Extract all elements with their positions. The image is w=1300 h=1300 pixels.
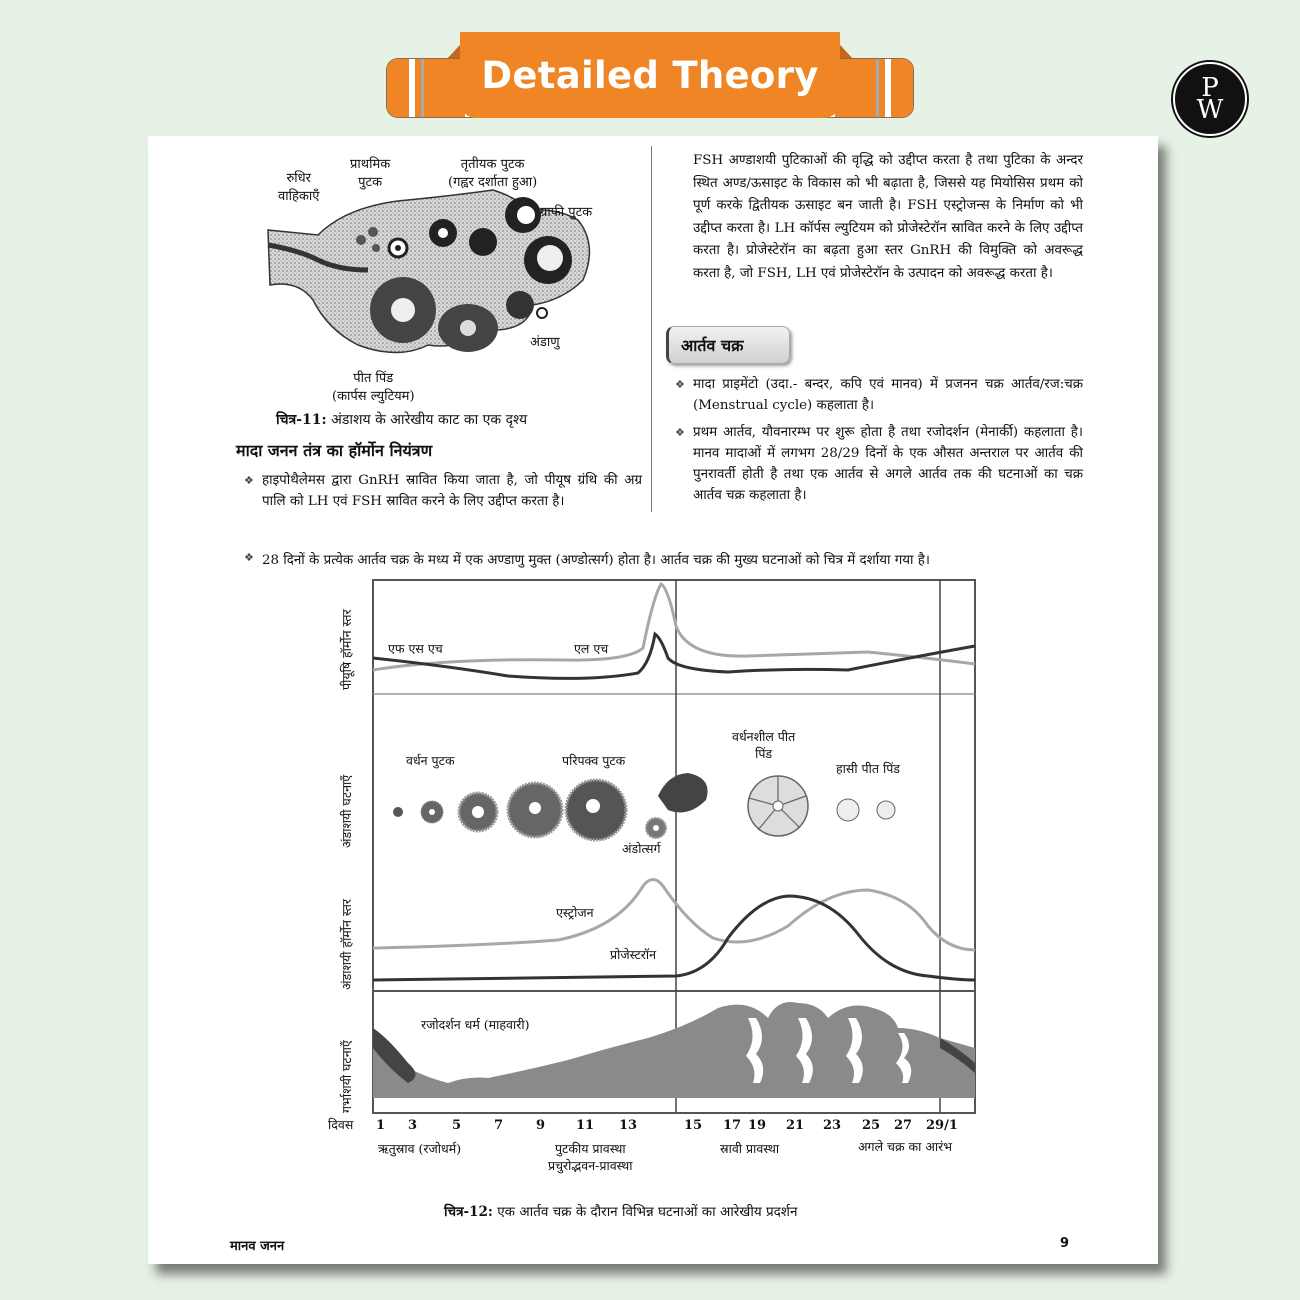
figure-11-caption: चित्र-11: अंडाशय के आरेखीय काट का एक दृश्य [276, 412, 528, 428]
curve-label-progesterone: प्रोजेस्टरॉन [610, 947, 657, 962]
row-label-uterine-events: गर्भाशयी घटनाएँ [339, 1040, 354, 1113]
bullet-ovulation-midcycle: ❖ 28 दिनों के प्रत्येक आर्तव चक्र के मध्य में एक अण्डाणु मुक्त (अण्डोत्सर्ग) होता है। आर्तव चक्र की मुख्य घटनाओं को चित्र में दर्शाया गया है। [244, 551, 930, 568]
label-graafian-follicle: ग्राफी पुटक [540, 205, 593, 220]
curve-label-lh: एल एच [574, 641, 609, 656]
bullet-menarche: ❖ प्रथम आर्तव, यौवनारम्भ पर शुरू होता है तथा रजोदर्शन (मेनार्की) कहलाता है। मानव मादाओं में लगभग 28/29 दिनों के एक औसत अन्तराल पर आर्तव की पुनरावर्ती होती है तथा एक आर्तव से अगले आर्तव तक की घटनाओं का चक्र आर्तव चक्र कहलाता है। [693, 422, 1083, 506]
bullet-icon: ❖ [244, 474, 254, 487]
column-divider [651, 146, 652, 512]
phase-follicular: पुटकीय प्रावस्था प्रचुरोद्भवन-प्रावस्था [548, 1141, 633, 1173]
label-growing-follicle: वर्धन पुटक [406, 753, 455, 768]
detailed-theory-banner [386, 28, 914, 124]
label-corpus-luteum: पीत पिंड (कार्पस ल्युटियम) [332, 371, 415, 404]
bullet-icon: ❖ [244, 551, 254, 564]
day-tick: 7 [494, 1118, 504, 1133]
bullet-primates-cycle: ❖ मादा प्राइमेंटो (उदा.- बन्दर, कपि एवं मानव) में प्रजनन चक्र आर्तव/रज:चक्र (Menstrual cycle) कहलाता है। [693, 374, 1083, 416]
label-primary-follicle: प्राथमिक पुटक [350, 157, 391, 190]
row-label-pituitary-hormones: पीयूषि हॉर्मोन स्तर [339, 609, 354, 690]
day-tick: 13 [619, 1118, 638, 1133]
figure-12-caption: चित्र-12: एक आर्तव चक्र के दौरान विभिन्न घटनाओं का आरेखीय प्रदर्शन [444, 1204, 798, 1220]
section-heading-hormone-control: मादा जनन तंत्र का हॉर्मोन नियंत्रण [236, 441, 433, 460]
banner-title: Detailed Theory [481, 53, 819, 97]
pw-logo-icon [1173, 62, 1247, 136]
figure-11-ovary-diagram [258, 150, 618, 410]
curve-label-fsh: एफ एस एच [388, 641, 443, 656]
phase-menstrual: ऋतुस्राव (रजोधर्म) [378, 1141, 462, 1156]
row-label-ovarian-hormones: अंडाशयी हॉर्मोन स्तर [339, 898, 354, 990]
day-tick: 5 [452, 1118, 462, 1133]
footer-chapter-title: मानव जनन [230, 1239, 285, 1254]
day-tick: 23 [823, 1118, 842, 1133]
day-axis-label: दिवस [328, 1117, 354, 1132]
day-tick: 21 [786, 1118, 805, 1133]
day-tick: 25 [862, 1118, 881, 1133]
day-tick: 15 [684, 1118, 703, 1133]
day-tick: 1 [376, 1118, 386, 1133]
row-label-ovarian-events: अंडाशयी घटनाएँ [339, 774, 354, 848]
section-heading-menstrual-cycle: आर्तव चक्र [666, 326, 790, 364]
footer-page-number: 9 [1060, 1236, 1070, 1251]
label-developing-corpus-luteum: वर्धनशील पीत पिंड [732, 729, 796, 761]
label-blood-vessels: रुधिर वाहिकाएँ [278, 171, 320, 204]
day-tick: 11 [576, 1118, 595, 1133]
label-menstruation: रजोदर्शन धर्म (माहवारी) [421, 1017, 530, 1032]
figure-12-menstrual-cycle-diagram [328, 578, 998, 1173]
day-tick: 9 [536, 1118, 546, 1133]
menstrual-cycle-chart [328, 578, 998, 1118]
label-ovulation: अंडोत्सर्ग [622, 841, 661, 856]
phase-next-cycle: अगले चक्र का आरंभ [858, 1139, 953, 1154]
paragraph-fsh-lh: FSH अण्डाशयी पुटिकाओं की वृद्धि को उद्दीप्त करता है तथा पुटिका के अन्दर स्थित अण्ड/ऊसाइट के विकास को भी बढ़ाता है, जिससे यह मियोसिस प्रथम को पूर्ण करके द्वितीयक ऊसाइट बन जाती है। FSH एस्ट्रोजन्स के निर्माण को भी उद्दीप्त करता है। LH कॉर्पस ल्युटियम को प्रोजेस्टेरॉन स्रावित करने के लिए उद्दीप्त करता है। प्रोजेस्टेरॉन का बढ़ता हुआ स्तर GnRH की विमुक्ति को अवरूद्ध करता है, जो FSH, LH एवं प्रोजेस्टेरॉन के उत्पादन को अवरूद्ध करता है। [693, 153, 1083, 281]
label-regressing-corpus-luteum: हासी पीत पिंड [836, 761, 900, 776]
day-tick: 27 [894, 1118, 913, 1133]
phase-secretory: स्रावी प्रावस्था [720, 1141, 780, 1156]
label-mature-follicle: परिपक्व पुटक [562, 753, 626, 768]
curve-label-estrogen: एस्ट्रोजन [556, 905, 594, 920]
bullet-icon: ❖ [675, 378, 685, 391]
label-ovum: अंडाणु [530, 335, 560, 350]
bullet-gnrh: ❖ हाइपोथैलेमस द्वारा GnRH स्रावित किया जाता है, जो पीयूष ग्रंथि की अग्र पालि को LH एवं FSH स्रावित करने के लिए उद्दीप्त करता है। [262, 470, 642, 512]
day-tick: 29/1 [926, 1118, 958, 1133]
day-tick: 3 [408, 1118, 418, 1133]
banner-tab [460, 32, 840, 118]
bullet-icon: ❖ [675, 426, 685, 439]
document-page [148, 136, 1158, 1264]
day-tick: 19 [748, 1118, 767, 1133]
day-tick: 17 [723, 1118, 742, 1133]
label-tertiary-follicle: तृतीयक पुटक (गह्वर दर्शाता हुआ) [448, 157, 538, 190]
logo-text: P W [1196, 73, 1224, 125]
